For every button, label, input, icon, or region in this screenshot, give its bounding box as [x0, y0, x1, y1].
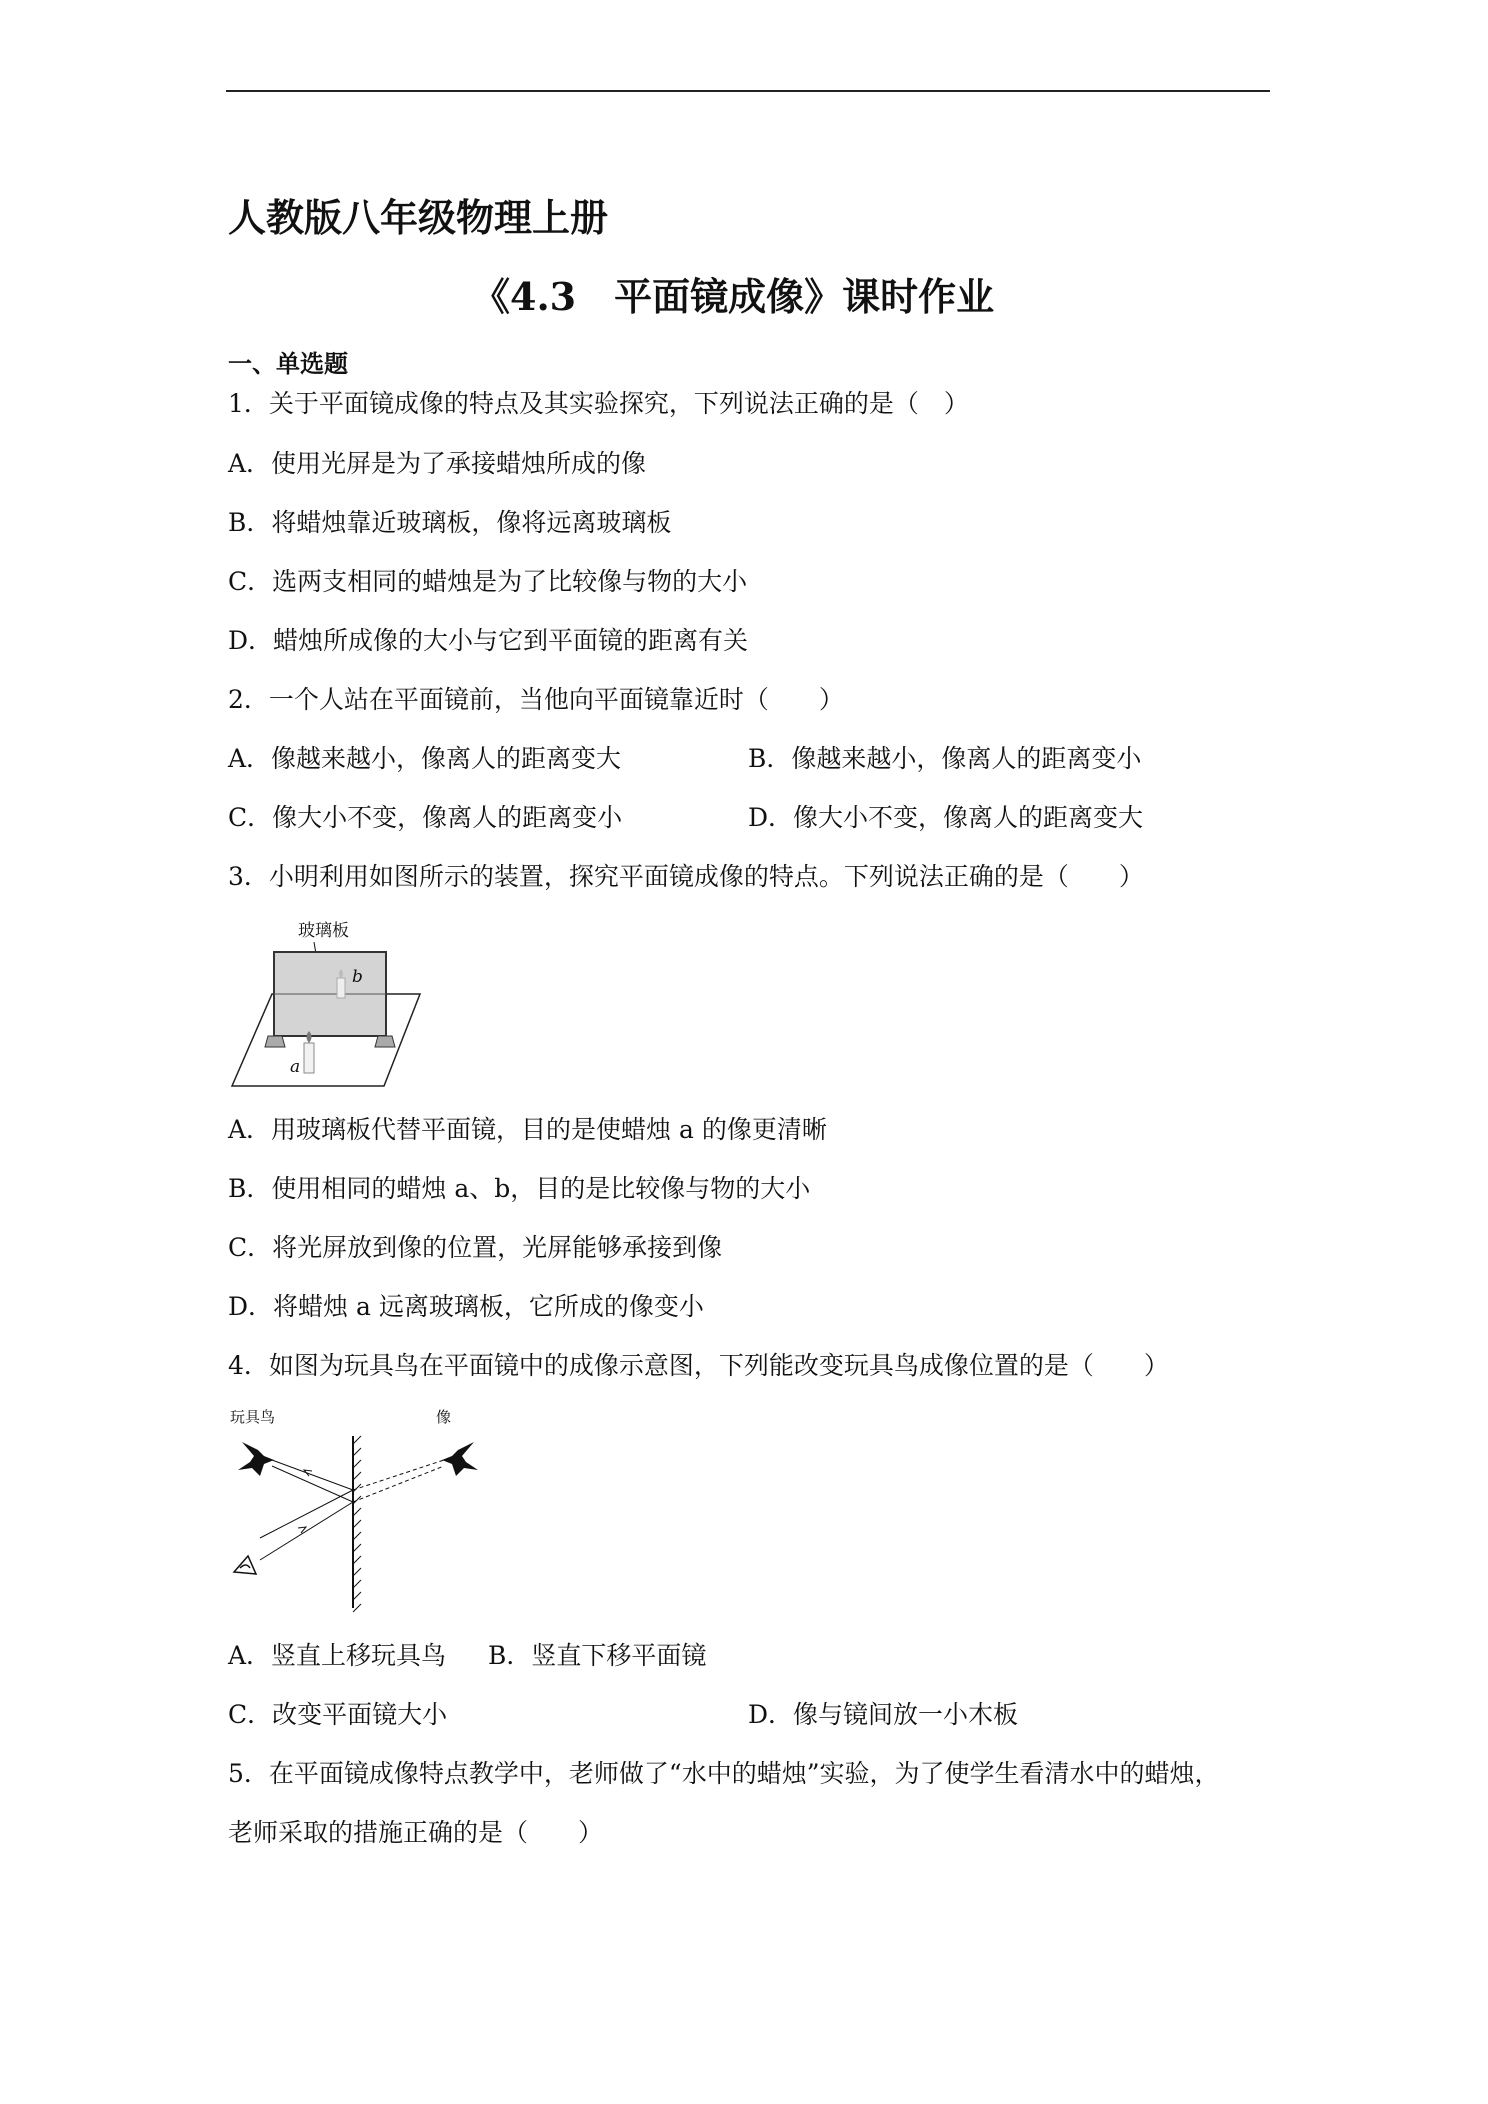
question-4-option-c: C．改变平面镜大小 — [228, 1700, 448, 1729]
section-title: 一、单选题 — [228, 349, 348, 378]
question-1-option-d: D．蜡烛所成像的大小与它到平面镜的距离有关 — [228, 626, 749, 655]
question-2-option-b: B．像越来越小，像离人的距离变小 — [748, 744, 1142, 773]
candle-a-label: a — [290, 1057, 301, 1077]
incident-ray-1 — [272, 1460, 353, 1490]
header-rule — [226, 90, 1270, 92]
candle-b-label: b — [352, 967, 363, 987]
question-4-stem: 4．如图为玩具鸟在平面镜中的成像示意图，下列能改变玩具鸟成像位置的是（ ） — [228, 1351, 1169, 1380]
question-1-option-a: A．使用光屏是为了承接蜡烛所成的像 — [228, 449, 647, 478]
question-4-option-b: B．竖直下移平面镜 — [488, 1641, 707, 1670]
eye-icon — [234, 1556, 256, 1574]
glass-plate-figure — [228, 916, 428, 1088]
question-4-option-a: A．竖直上移玩具鸟 — [228, 1641, 447, 1670]
question-2-option-c: C．像大小不变，像离人的距离变小 — [228, 803, 623, 832]
question-2-option-d: D．像大小不变，像离人的距离变大 — [748, 803, 1144, 832]
question-1-option-c: C．选两支相同的蜡烛是为了比较像与物的大小 — [228, 567, 748, 596]
toy-bird-icon — [238, 1442, 274, 1476]
glass-plate-label: 玻璃板 — [298, 921, 349, 941]
question-3-option-d: D．将蜡烛 a 远离玻璃板，它所成的像变小 — [228, 1292, 704, 1321]
candle-b — [337, 978, 345, 998]
document-subtitle: 《4.3 平面镜成像》课时作业 — [472, 274, 995, 319]
virtual-ray-2 — [353, 1466, 444, 1502]
candle-a — [304, 1043, 314, 1073]
left-support — [265, 1036, 285, 1047]
bird-image-icon — [442, 1442, 478, 1476]
document-title: 人教版八年级物理上册 — [228, 195, 609, 240]
question-3-stem: 3．小明利用如图所示的装置，探究平面镜成像的特点。下列说法正确的是（ ） — [228, 862, 1144, 891]
question-3-option-a: A．用玻璃板代替平面镜，目的是使蜡烛 a 的像更清晰 — [228, 1115, 827, 1144]
question-1-stem: 1．关于平面镜成像的特点及其实验探究，下列说法正确的是（ ） — [228, 389, 969, 418]
question-1-option-b: B．将蜡烛靠近玻璃板，像将远离玻璃板 — [228, 508, 672, 537]
image-label: 像 — [436, 1408, 452, 1426]
toy-bird-mirror-figure — [228, 1404, 488, 1624]
question-5-stem-line2: 老师采取的措施正确的是（ ） — [228, 1818, 604, 1847]
right-support — [375, 1036, 395, 1047]
question-2-stem: 2．一个人站在平面镜前，当他向平面镜靠近时（ ） — [228, 685, 844, 714]
question-3-option-c: C．将光屏放到像的位置，光屏能够承接到像 — [228, 1233, 723, 1262]
question-5-stem-line1: 5．在平面镜成像特点教学中，老师做了“水中的蜡烛”实验，为了使学生看清水中的蜡烛， — [228, 1759, 1220, 1788]
question-3-option-b: B．使用相同的蜡烛 a、b，目的是比较像与物的大小 — [228, 1174, 811, 1203]
mirror-hatching — [353, 1436, 361, 1612]
toy-bird-label: 玩具鸟 — [230, 1408, 276, 1426]
question-2-option-a: A．像越来越小，像离人的距离变大 — [228, 744, 622, 773]
question-4-option-d: D．像与镜间放一小木板 — [748, 1700, 1019, 1729]
virtual-ray-1 — [353, 1460, 444, 1490]
